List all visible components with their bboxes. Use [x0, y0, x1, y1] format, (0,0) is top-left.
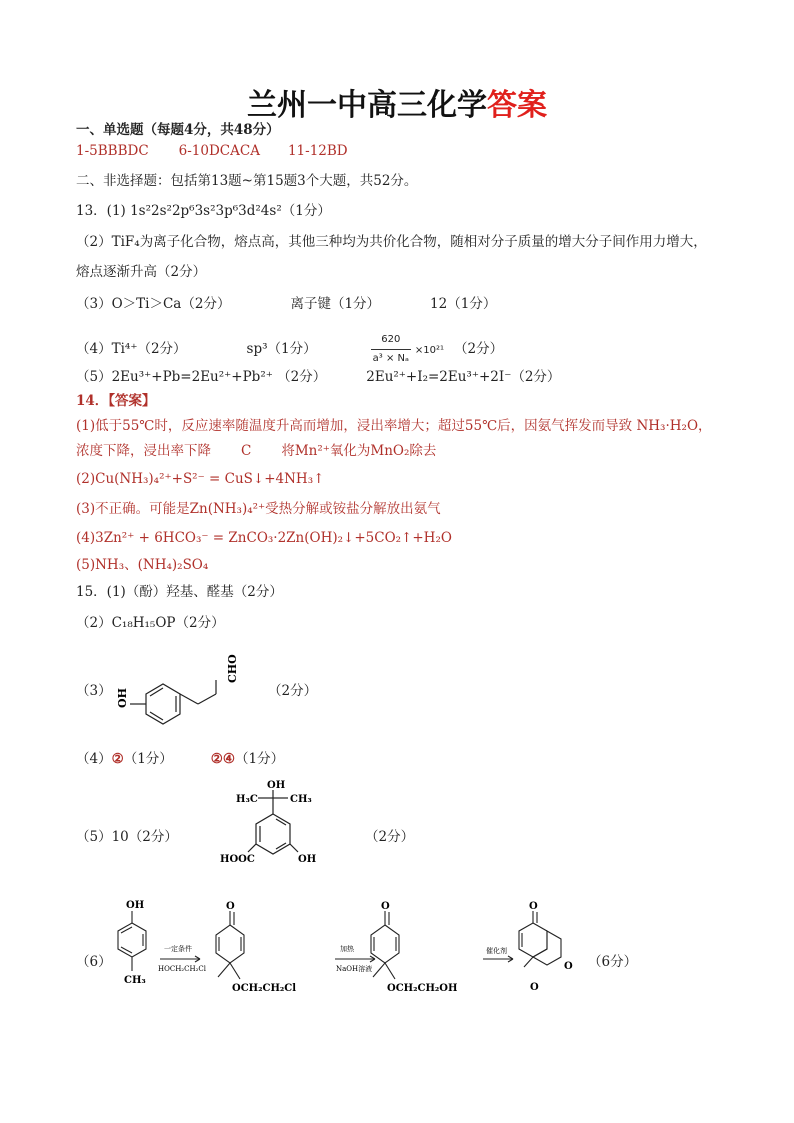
- svg-text:OH: OH: [116, 688, 129, 708]
- svg-text:O: O: [530, 982, 539, 993]
- q14-line-2: 浓度下降，浸出率下降 C 将Mn²⁺氧化为MnO₂除去: [76, 443, 437, 459]
- svg-text:HOOC: HOOC: [220, 854, 255, 865]
- page-title: 兰州一中高三化学答案: [247, 88, 547, 123]
- mc-answers: 1-5BBBDC 6-10DCACA 11-12BD: [76, 143, 348, 159]
- structure-5-acid: [218, 778, 348, 873]
- q15-line-1: 15．(1)（酚）羟基、醛基（2分）: [76, 584, 283, 600]
- svg-text:OCH₂CH₂Cl: OCH₂CH₂Cl: [232, 983, 297, 994]
- svg-text:OH: OH: [298, 854, 317, 865]
- q14-line-4: (3)不正确。可能是Zn(NH₃)₄²⁺受热分解或铵盐分解放出氨气: [76, 501, 441, 517]
- q13-line-2: （2）TiF₄为离子化合物，熔点高，其他三种均为共价化合物，随相对分子质量的增大分子间作用力增大，: [76, 234, 707, 250]
- q15-5-score: （2分）: [365, 829, 415, 845]
- svg-text:NaOH溶液: NaOH溶液: [336, 965, 373, 973]
- svg-text:OH: OH: [126, 900, 145, 911]
- q15-5-label: （5）10（2分）: [76, 829, 178, 845]
- synthesis-route: [100, 895, 660, 1005]
- q13-line-4: （3）O＞Ti＞Ca（2分） 离子键（1分） 12（1分）: [76, 296, 497, 312]
- q15-6-score: （6分）: [588, 954, 638, 970]
- q14-line-5: (4)3Zn²⁺ + 6HCO₃⁻ = ZnCO₃·2Zn(OH)₂↓+5CO₂↑+H₂O: [76, 530, 452, 546]
- svg-text:加热: 加热: [340, 945, 354, 953]
- svg-text:一定条件: 一定条件: [164, 945, 192, 953]
- svg-text:O: O: [529, 901, 538, 912]
- svg-text:O: O: [381, 901, 390, 912]
- section-2-heading: 二、非选择题：包括第13题~第15题3个大题，共52分。: [76, 173, 418, 189]
- structure-3-hydroxyphenylacetaldehyde: [108, 650, 248, 740]
- svg-text:H₃C: H₃C: [236, 794, 258, 805]
- q13-line-5: （4）Ti⁴⁺（2分） sp³（1分） $\frac{620}{\text{a³ × Nₐ}}$ ×10²¹ （2分）: [76, 331, 503, 368]
- section-1-heading: 一、单选题（每题4分，共48分）: [76, 122, 280, 138]
- q14-line-1: (1)低于55℃时，反应速率随温度升高而增加，浸出率增大；超过55℃后，因氨气挥发而导致 NH₃·H₂O，: [76, 418, 712, 434]
- svg-text:催化剂: 催化剂: [486, 947, 507, 955]
- q14-line-3: (2)Cu(NH₃)₄²⁺+S²⁻ = CuS↓+4NH₃↑: [76, 471, 325, 487]
- q15-4-line: （4）②（1分） ②④（1分）: [76, 751, 285, 767]
- q15-6-label: （6）: [76, 954, 112, 970]
- q14-heading: 14．【答案】: [76, 393, 156, 409]
- density-fraction: $\frac{620}{\text{a³ × Nₐ}}$: [371, 331, 411, 368]
- q13-line-1: 13．(1) 1s²2s²2p⁶3s²3p⁶3d²4s²（1分）: [76, 203, 331, 219]
- svg-text:OCH₂CH₂OH: OCH₂CH₂OH: [387, 983, 458, 994]
- svg-text:CH₃: CH₃: [124, 975, 146, 986]
- svg-text:CHO: CHO: [226, 654, 239, 683]
- svg-text:O: O: [226, 901, 235, 912]
- q15-3-label: （3）: [76, 683, 112, 699]
- svg-text:HOCH₂CH₂Cl: HOCH₂CH₂Cl: [158, 965, 206, 973]
- q14-line-6: (5)NH₃、(NH₄)₂SO₄: [76, 557, 209, 573]
- svg-text:O: O: [564, 961, 573, 972]
- svg-text:CH₃: CH₃: [290, 794, 312, 805]
- q15-3-score: （2分）: [268, 683, 318, 699]
- q15-line-2: （2）C₁₈H₁₅OP（2分）: [76, 615, 225, 631]
- svg-text:OH: OH: [267, 780, 286, 791]
- q13-line-6: （5）2Eu³⁺+Pb=2Eu²⁺+Pb²⁺ （2分） 2Eu²⁺+I₂=2Eu³⁺+2I⁻（2分）: [76, 369, 561, 385]
- q13-line-3: 熔点逐渐升高（2分）: [76, 264, 207, 280]
